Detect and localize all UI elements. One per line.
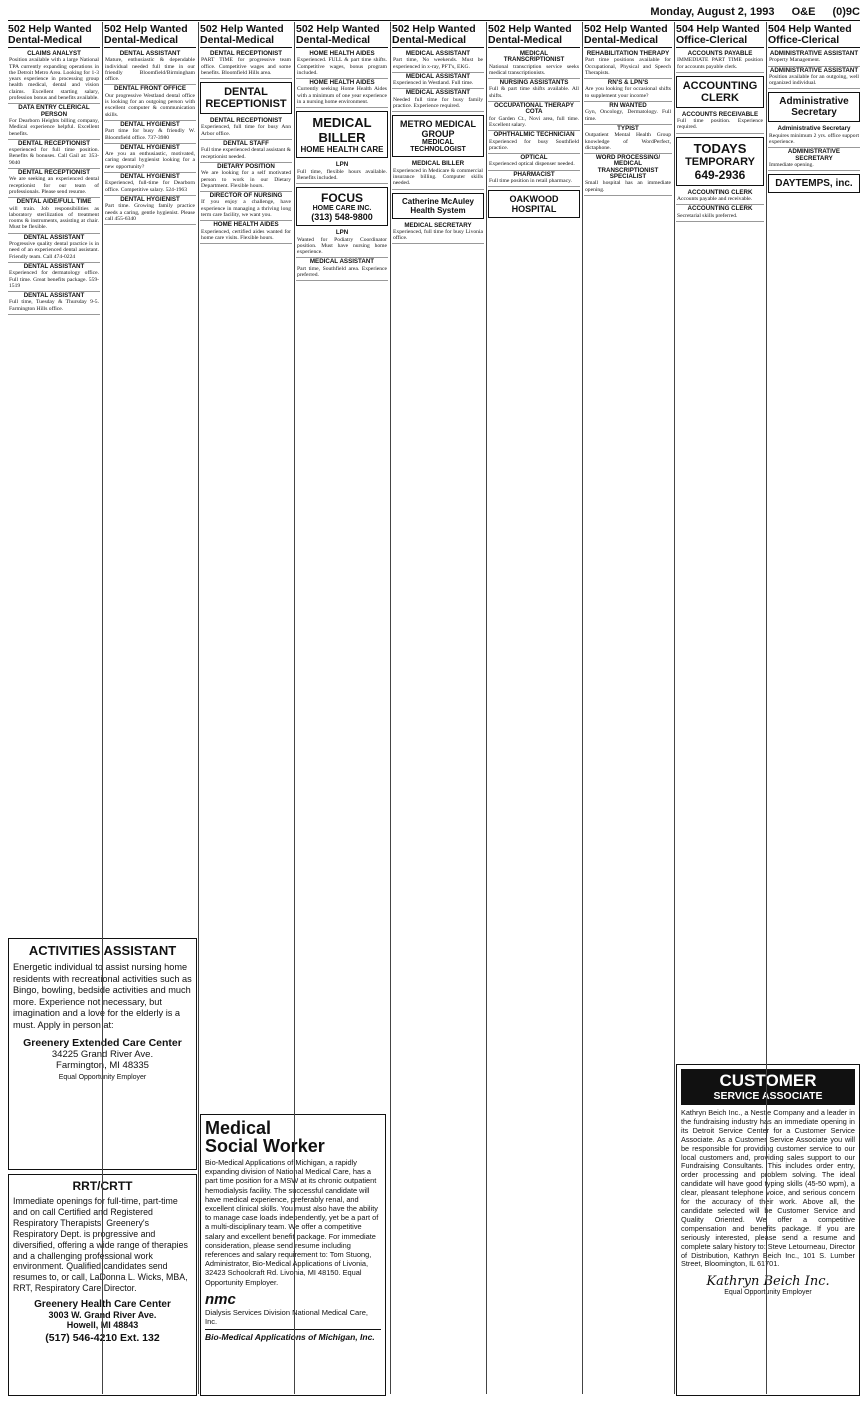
ad-title: LPN xyxy=(335,161,349,169)
focus-phone: (313) 548-9800 xyxy=(311,212,373,223)
ad-title: MEDICAL BILLER xyxy=(411,160,465,168)
classified-ad xyxy=(768,148,860,171)
activities-body: Energetic individual to assist nursing home residents with recreational activities such as Bingo, bowling, bedside activities and much more. Experience not necessary, but imagination and a love for the elderly is a must. Apply in person at: xyxy=(13,962,192,1030)
classified-ad xyxy=(200,117,292,140)
ad-text: Full & part time shifts available. All shifts. xyxy=(489,86,579,99)
ad-title: NURSING ASSISTANTS xyxy=(499,79,569,87)
admin-secretary-display xyxy=(768,92,860,122)
classified-ad xyxy=(488,131,580,154)
ad-text: We are looking for a self motivated person to work in our Dietary Department. Flexible hours. xyxy=(201,170,291,189)
column-5 xyxy=(392,22,484,1394)
ad-title: OPTICAL xyxy=(520,154,548,162)
classified-ad xyxy=(296,161,388,184)
ad-text: Gyn, Oncology, Dermatology. Full time. xyxy=(585,109,671,122)
ad-text: Experienced, certified aides wanted for home care visits. Flexible hours. xyxy=(201,228,291,241)
ad-text: Experienced in Medicare & commercial insurance billing. Computer skills needed. xyxy=(393,167,483,187)
ad-text: IMMEDIATE PART TIME position for accounts payable clerk. xyxy=(677,57,763,70)
ad-text: Part time, Southfield area. Experience preferred. xyxy=(297,265,387,279)
classified-ad xyxy=(676,111,764,134)
ad-title: DENTAL RECEPTIONIST xyxy=(210,50,282,57)
ad-text: Part time for busy & friendly W. Bloomfield office. 737-3980 xyxy=(105,128,195,141)
ad-text: Full time position in retail pharmacy. xyxy=(489,178,572,185)
column-rule xyxy=(674,22,675,1394)
ad-text: Are you an enthusiastic, motivated, caring dental hygienist looking for a new opportunity? xyxy=(105,151,195,170)
column-heading: 504 Help Wanted Office-Clerical xyxy=(768,22,860,48)
metro-medical-display xyxy=(392,115,484,157)
ad-text: Accounts payable and receivable. xyxy=(677,196,753,203)
rrt-body: Immediate openings for full-time, part-time and on call Certified and Registered Respiratory Therapists. Greenery's Respiratory Dept. is progressive and diversified, offering a wide range of therapies and a challenging professional work environment. Qualified candidates send resumes to, or call, LaDonna L. Wicks, MBA, RRT, Respiratory Care Director. xyxy=(13,1196,188,1294)
column-heading: 502 Help Wanted Dental-Medical xyxy=(392,22,484,48)
column-heading: 502 Help Wanted Dental-Medical xyxy=(8,22,100,48)
biller-title-2: BILLER xyxy=(318,130,366,146)
ad-title: MEDICAL TRANSCRIPTIONIST xyxy=(503,50,565,64)
ad-text: Outpatient Mental Health Group knowledge of WordPerfect, dictaphone. xyxy=(585,132,671,151)
classified-ad xyxy=(584,50,672,79)
classified-ad xyxy=(676,189,764,206)
classified-ad xyxy=(8,292,100,315)
ad-text: Experienced, full-time for Dearborn office. Competitive salary. 524-1963 xyxy=(105,180,195,193)
classified-ad xyxy=(8,234,100,263)
ad-text: We are seeking an experienced dental receptionist for our team of professionals. Please send resume. xyxy=(9,176,99,195)
classified-ad xyxy=(104,196,196,225)
classified-ad xyxy=(104,50,196,85)
ad-title: WORD PROCESSING/ MEDICAL TRANSCRIPTIONIST SPECIALIST xyxy=(595,154,661,181)
ad-text: If you enjoy a challenge, have experience in managing a thriving long term care facility, we want you. xyxy=(201,199,291,219)
ad-text: Part time positions available for Occupational, Physical and Speech Therapists. xyxy=(585,57,671,76)
rrt-title: RRT/CRTT xyxy=(72,1179,133,1193)
ad-text: Our progressive Westland dental office is looking for an outgoing person with excellent computer & communication skills. xyxy=(105,92,195,118)
ad-text: Progressive quality dental practice is in need of an experienced dental assistant. Friendly team. Call 474-0224 xyxy=(9,241,99,260)
classified-ad xyxy=(584,102,672,125)
classified-ad xyxy=(8,140,100,169)
newspaper-page xyxy=(8,6,860,1396)
ad-text: Full time position. Experience required. xyxy=(677,118,763,131)
ad-text: Experienced in Westland. Full time. xyxy=(393,80,474,87)
ad-title: DENTAL STAFF xyxy=(223,140,269,148)
admin-title-2: Secretary xyxy=(791,107,837,119)
masthead xyxy=(8,6,860,21)
ad-title: DENTAL RECEPTIONIST xyxy=(18,169,90,177)
ad-text: Part time, No weekends. Must be experienced in x-ray, PFT's, EKG. xyxy=(393,57,483,70)
masthead-page: (0)9C xyxy=(832,6,860,18)
ad-text: will train. Job responsibilities as laboratory sterilization of treatment rooms & instruments, assisting at chair. Must be flexible. xyxy=(9,205,99,231)
customer-title-block xyxy=(681,1069,855,1105)
ad-title: DENTAL FRONT OFFICE xyxy=(114,85,186,93)
social-body: Bio-Medical Applications of Michigan, a rapidly expanding division of National Medical Care, has a part time position for a MSW at its chronic outpatient hemodialysis facility. The successful candidate will have medical experience, preferably renal, and excellent clinical skills. You must also have the ability to manage case loads independently, yet be a part of a multi-disciplinary team. We offer a competitive salary and excellent benefit package. For immediate consideration, please send resume including references and salary requirement to: Tom Stuong, Administrator, Bio-Medical Applications of Livonia, 32423 Schoolcraft Rd. Livonia, MI 48150. Equal Opportunity Employer. xyxy=(205,1158,379,1287)
rrt-org: Greenery Health Care Center xyxy=(34,1299,171,1311)
classified-ad xyxy=(8,263,100,292)
classified-ad xyxy=(104,173,196,196)
ad-title: DATA ENTRY CLERICAL PERSON xyxy=(18,104,90,118)
ad-text: Experienced for dermatology office. Full time. Great benefits package. 559-1519 xyxy=(9,270,99,289)
column-rule xyxy=(486,22,487,1394)
ad-title: MEDICAL ASSISTANT xyxy=(405,50,471,57)
todays-phone: 649-2936 xyxy=(694,167,746,182)
column-rule xyxy=(582,22,583,1394)
activities-title: ACTIVITIES ASSISTANT xyxy=(28,943,177,958)
metro-title: METRO MEDICAL GROUP xyxy=(400,119,476,140)
ad-title: ACCOUNTS RECEIVABLE xyxy=(681,110,759,118)
column-heading: 504 Help Wanted Office-Clerical xyxy=(676,22,764,48)
social-signature: Bio-Medical Applications of Michigan, Inc. xyxy=(205,1329,381,1342)
ad-title: DENTAL ASSISTANT xyxy=(119,50,181,57)
ad-title: ACCOUNTING CLERK xyxy=(687,205,753,213)
column-6 xyxy=(488,22,580,1394)
classified-ad xyxy=(392,89,484,112)
ad-title: DENTAL AIDE/FULL TIME xyxy=(16,198,92,206)
column-rule xyxy=(102,22,103,1394)
activities-org: Greenery Extended Care Center xyxy=(23,1037,182,1049)
classified-ad xyxy=(392,222,484,245)
ad-text: Part time. Growing family practice needs a caring, gentle hygienist. Please call 455-6340 xyxy=(105,203,195,222)
column-heading: 502 Help Wanted Dental-Medical xyxy=(200,22,292,48)
activities-addr2: Farmington, MI 48335 xyxy=(56,1060,149,1071)
ad-text: Experienced, full time for busy Livonia office. xyxy=(393,228,483,242)
ad-text: experienced for full time position. Benefits & bonuses. Call Gail at: 353-9040 xyxy=(9,147,99,166)
ad-text: for Garden Ct., Novi area, full time. Excellent salary. xyxy=(489,115,579,128)
ad-text: Full time, flexible hours available. Benefits included. xyxy=(297,168,387,181)
ad-title: PHARMACIST xyxy=(513,170,555,178)
ad-text: Secretarial skills preferred. xyxy=(677,212,738,219)
column-heading: 502 Help Wanted Dental-Medical xyxy=(584,22,672,48)
ad-title: DIETARY POSITION xyxy=(217,162,275,170)
ad-title: TYPIST xyxy=(617,124,639,132)
ad-text: Experienced, full time for busy Ann Arbor office. xyxy=(201,124,291,137)
ad-text: Immediate opening. xyxy=(769,161,814,168)
ad-text: National transcription service seeks medical transcriptionists. xyxy=(489,63,579,76)
focus-display xyxy=(296,187,388,226)
ad-text: Position available for an outgoing, well organized individual. xyxy=(769,73,859,87)
classified-ad xyxy=(296,258,388,281)
ad-title: DENTAL HYGIENIST xyxy=(120,173,180,181)
ad-text: Requires minimum 2 yrs. office support experience. xyxy=(769,132,859,146)
column-7 xyxy=(584,22,672,1394)
classified-ad xyxy=(488,154,580,171)
activities-eoe: Equal Opportunity Employer xyxy=(58,1074,147,1081)
dental-receptionist-display: DENTAL RECEPTIONIST xyxy=(200,82,292,114)
classified-ad xyxy=(676,50,764,73)
rrt-phone: (517) 546-4210 Ext. 132 xyxy=(45,1332,160,1345)
ad-title: HOME HEALTH AIDES xyxy=(309,79,375,87)
rrt-addr2: Howell, MI 48843 xyxy=(66,1320,139,1331)
ad-title: RN'S & LPN'S xyxy=(607,79,649,87)
ad-title: MEDICAL ASSISTANT xyxy=(309,258,375,266)
classified-ad xyxy=(768,50,860,67)
focus-name: FOCUS xyxy=(321,191,363,206)
classified-ad xyxy=(488,171,580,188)
ad-title: OPHTHALMIC TECHNICIAN xyxy=(493,131,575,139)
admin-title-1: Administrative xyxy=(779,96,849,108)
classified-ad xyxy=(296,229,388,258)
classified-ad xyxy=(392,73,484,90)
ad-title: Administrative Secretary xyxy=(777,125,851,133)
ad-text: Position available with a large National TPA currently expanding operations in the Detroit Metro Area. Looking for 1-3 years experience in processing group health medical, dental and vision claims. Excellent starting salary, profession bonus and benefits available. xyxy=(9,57,99,102)
rrt-addr1: 3003 W. Grand River Ave. xyxy=(48,1310,157,1321)
biller-sub: HOME HEALTH CARE xyxy=(300,145,384,155)
ad-title: ACCOUNTS PAYABLE xyxy=(687,50,753,57)
activities-addr1: 34225 Grand River Ave. xyxy=(51,1049,154,1060)
ad-title: HOME HEALTH AIDES xyxy=(213,221,279,229)
classified-ad xyxy=(392,50,484,73)
customer-service-associate-ad xyxy=(676,1064,860,1396)
customer-eoe: Equal Opportunity Employer xyxy=(724,1289,812,1297)
oakwood-display: OAKWOOD HOSPITAL xyxy=(488,190,580,218)
todays-temporary-display xyxy=(676,137,764,186)
classified-ad xyxy=(296,79,388,108)
classified-ad xyxy=(488,102,580,131)
classified-ad xyxy=(8,198,100,233)
ad-text: Full time experienced dental assistant & receptionist needed. xyxy=(201,147,291,160)
classified-ad xyxy=(200,163,292,192)
customer-title-1: CUSTOMER xyxy=(719,1071,817,1090)
classified-ad xyxy=(584,125,672,154)
classified-ad xyxy=(768,67,860,90)
todays-title-2: TEMPORARY xyxy=(685,155,755,168)
biller-title-1: MEDICAL xyxy=(312,115,372,131)
column-rule xyxy=(294,22,295,1394)
medical-biller-display xyxy=(296,111,388,158)
ad-text: Currently seeking Home Health Aides with a minimum of one year experience in a nursing home environment. xyxy=(297,86,387,106)
todays-title-1: TODAYS xyxy=(693,140,747,156)
ad-title: LPN xyxy=(335,229,349,237)
ad-title: DENTAL HYGIENIST xyxy=(120,195,180,203)
social-division: Dialysis Services Division National Medical Care, Inc. xyxy=(205,1307,368,1326)
ad-title: DIRECTOR OF NURSING xyxy=(209,192,283,200)
ad-text: For Dearborn Heights billing company, Medical experience helpful. Excellent benefits. xyxy=(9,117,99,137)
customer-title-2: SERVICE ASSOCIATE xyxy=(713,1090,823,1102)
ad-title: DENTAL ASSISTANT xyxy=(23,262,85,270)
ad-title: ADMINISTRATIVE ASSISTANT xyxy=(769,66,859,74)
ad-title: ADMINISTRATIVE SECRETARY xyxy=(787,148,841,162)
ad-title: REHABILITATION THERAPY xyxy=(586,50,670,57)
classified-ad xyxy=(200,50,292,79)
social-title-1: Medical xyxy=(205,1118,272,1138)
ad-title: MEDICAL ASSISTANT xyxy=(405,89,471,97)
customer-body: Kathryn Beich Inc., a Nestle Company and a leader in the fundraising industry has an immediate opening in its Detroit Service Center for a Customer Service Associate. As a Customer Service Associate you will be responsible for providing customer service to our local customers and, providing sales support to our Fundraising Consultants. This includes order entry, order processing and problem solving. The ideal candidate will have good typing skills (45-50 wpm), a clear, pleasant telephone voice, and serious concern for the accuracy of their work. Above all, the candidate selected will be Customer Service and Quality Oriented. We offer a competitive compensation and benefits package. If you are seriously interested, please send a resume and complete salary history to: Steve Letourneau, Director of Distribution, Kathryn Beich Inc., 101 S. Lumber Street, Bloomington, IL 61701. xyxy=(681,1108,855,1269)
ad-title: DENTAL HYGIENIST xyxy=(120,143,180,151)
ad-text: Needed full time for busy family practice. Experience required. xyxy=(393,96,483,110)
social-title-2: Social Worker xyxy=(205,1136,325,1156)
classified-ad xyxy=(488,50,580,79)
masthead-paper: O&E xyxy=(791,6,816,18)
classified-ad xyxy=(200,221,292,244)
ad-text: Property Management. xyxy=(769,57,821,64)
ad-title: MEDICAL SECRETARY xyxy=(404,221,472,229)
classified-ad xyxy=(488,79,580,102)
ad-text: PART TIME for progressive team office. Competitive wages and some benefits. Bloomfield Hills area. xyxy=(201,57,291,76)
column-rule xyxy=(766,22,767,1394)
daytemps-display: DAYTEMPS, inc. xyxy=(768,174,860,193)
ad-text: Experienced. FULL & part time shifts. Competitive wages, bonus program included. xyxy=(297,57,387,76)
ad-title: DENTAL ASSISTANT xyxy=(23,233,85,241)
column-rule xyxy=(390,22,391,1394)
ad-title: DENTAL RECEPTIONIST xyxy=(210,117,282,125)
classified-ad xyxy=(8,50,100,104)
classified-ad xyxy=(200,140,292,163)
classified-ad xyxy=(8,169,100,198)
accounting-clerk-display: ACCOUNTING CLERK xyxy=(676,76,764,108)
ad-title: DENTAL HYGIENIST xyxy=(120,120,180,128)
classified-ad xyxy=(104,144,196,173)
ad-title: RN WANTED xyxy=(609,102,647,110)
ad-title: DENTAL ASSISTANT xyxy=(23,292,85,300)
ad-title: MEDICAL ASSISTANT xyxy=(405,72,471,80)
ad-title: DENTAL RECEPTIONIST xyxy=(18,139,90,147)
nmc-logo: nmc xyxy=(205,1290,236,1308)
medical-social-worker-ad xyxy=(200,1114,386,1396)
ad-text: Mature, enthusiastic & dependable individual needed full time in our friendly Bloomfield/Birmingham office. xyxy=(105,57,195,83)
classified-ad xyxy=(584,154,672,196)
ad-title: ADMINISTRATIVE ASSISTANT xyxy=(769,50,859,57)
catherine-mcauley-display: Catherine McAuley Health System xyxy=(392,193,484,219)
classified-ad xyxy=(768,125,860,148)
column-heading: 502 Help Wanted Dental-Medical xyxy=(296,22,388,48)
ad-text: Wanted for Podiatry Coordinator position. Must have nursing home experience. xyxy=(297,236,387,256)
classified-ad xyxy=(584,79,672,102)
customer-signature: Kathryn Beich Inc. xyxy=(706,1274,830,1290)
focus-line: HOME CARE INC. xyxy=(312,205,372,213)
classified-ad xyxy=(104,85,196,120)
column-heading: 502 Help Wanted Dental-Medical xyxy=(488,22,580,48)
ad-text: Experienced optical dispenser needed. xyxy=(489,161,575,168)
ad-text: Experienced for busy Southfield practice. xyxy=(489,138,579,151)
ad-title: CLAIMS ANALYST xyxy=(27,50,81,57)
metro-sub: MEDICAL TECHNOLOGIST xyxy=(410,139,466,154)
ad-text: Small hospital has an immediate opening. xyxy=(585,180,671,193)
ad-text: Full time, Tuesday & Thursday 9-5. Farmington Hills office. xyxy=(9,299,99,312)
ad-text: Are you looking for occasional shifts to supplement your income? xyxy=(585,86,671,99)
column-heading: 502 Help Wanted Dental-Medical xyxy=(104,22,196,48)
classified-ad xyxy=(104,121,196,144)
ad-title: HOME HEALTH AIDES xyxy=(309,50,375,57)
classified-ad xyxy=(676,205,764,222)
classified-ad xyxy=(8,104,100,139)
classified-ad xyxy=(296,50,388,79)
masthead-date: Monday, August 2, 1993 xyxy=(650,6,775,18)
classified-ad xyxy=(392,160,484,189)
column-rule xyxy=(198,22,199,1394)
ad-title: OCCUPATIONAL THERAPY COTA xyxy=(493,102,575,116)
ad-title: ACCOUNTING CLERK xyxy=(687,188,753,196)
classified-ad xyxy=(200,192,292,221)
